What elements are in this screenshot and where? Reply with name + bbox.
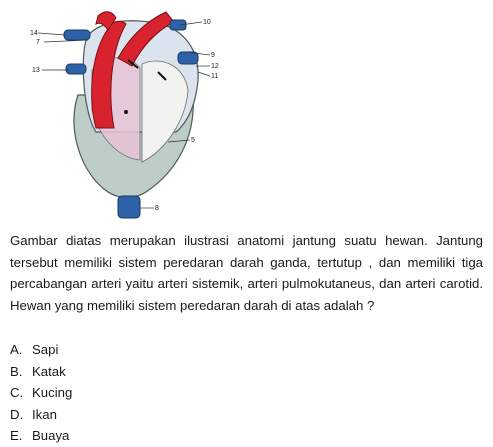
label-13: 13 [32, 67, 40, 74]
option-letter: C. [10, 385, 24, 400]
answer-options [10, 339, 72, 447]
option-label: Buaya [32, 428, 70, 443]
label-11: 11 [211, 73, 219, 80]
vein-bottom [118, 196, 140, 218]
label-5: 5 [191, 137, 195, 144]
option-letter: A. [10, 342, 23, 357]
label-7: 7 [36, 39, 40, 46]
option-label: Katak [32, 363, 66, 379]
valve-mark [124, 110, 128, 114]
option-e[interactable] [10, 425, 72, 447]
option-label: Sapi [32, 342, 59, 357]
vein-upper-left [64, 30, 90, 40]
label-8: 8 [155, 205, 159, 212]
option-label: Ikan [32, 406, 57, 422]
question-text: Gambar diatas merupakan ilustrasi anatomi jantung suatu hewan. Jantung tersebut memiliki sistem peredaran darah ganda, tertutup , dan memiliki tiga percabangan arteri yaitu arteri sistemik, arteri pulmokutaneus, dan arteri carotid. Hewan yang memiliki sistem peredaran darah di atas adalah ? [10, 233, 483, 313]
label-10: 10 [203, 19, 211, 26]
vein-mid-left [66, 64, 86, 74]
option-d[interactable] [10, 404, 72, 426]
option-a[interactable] [10, 339, 72, 361]
option-c[interactable] [10, 382, 72, 404]
vein-right [178, 52, 198, 64]
label-14: 14 [30, 30, 38, 37]
option-letter: B. [10, 363, 23, 379]
label-12: 12 [211, 63, 219, 70]
option-letter: D. [10, 406, 24, 422]
vein-top [170, 20, 186, 30]
label-9: 9 [211, 52, 215, 59]
option-label: Kucing [32, 385, 73, 400]
option-b[interactable] [10, 361, 72, 383]
option-letter: E. [10, 428, 23, 443]
